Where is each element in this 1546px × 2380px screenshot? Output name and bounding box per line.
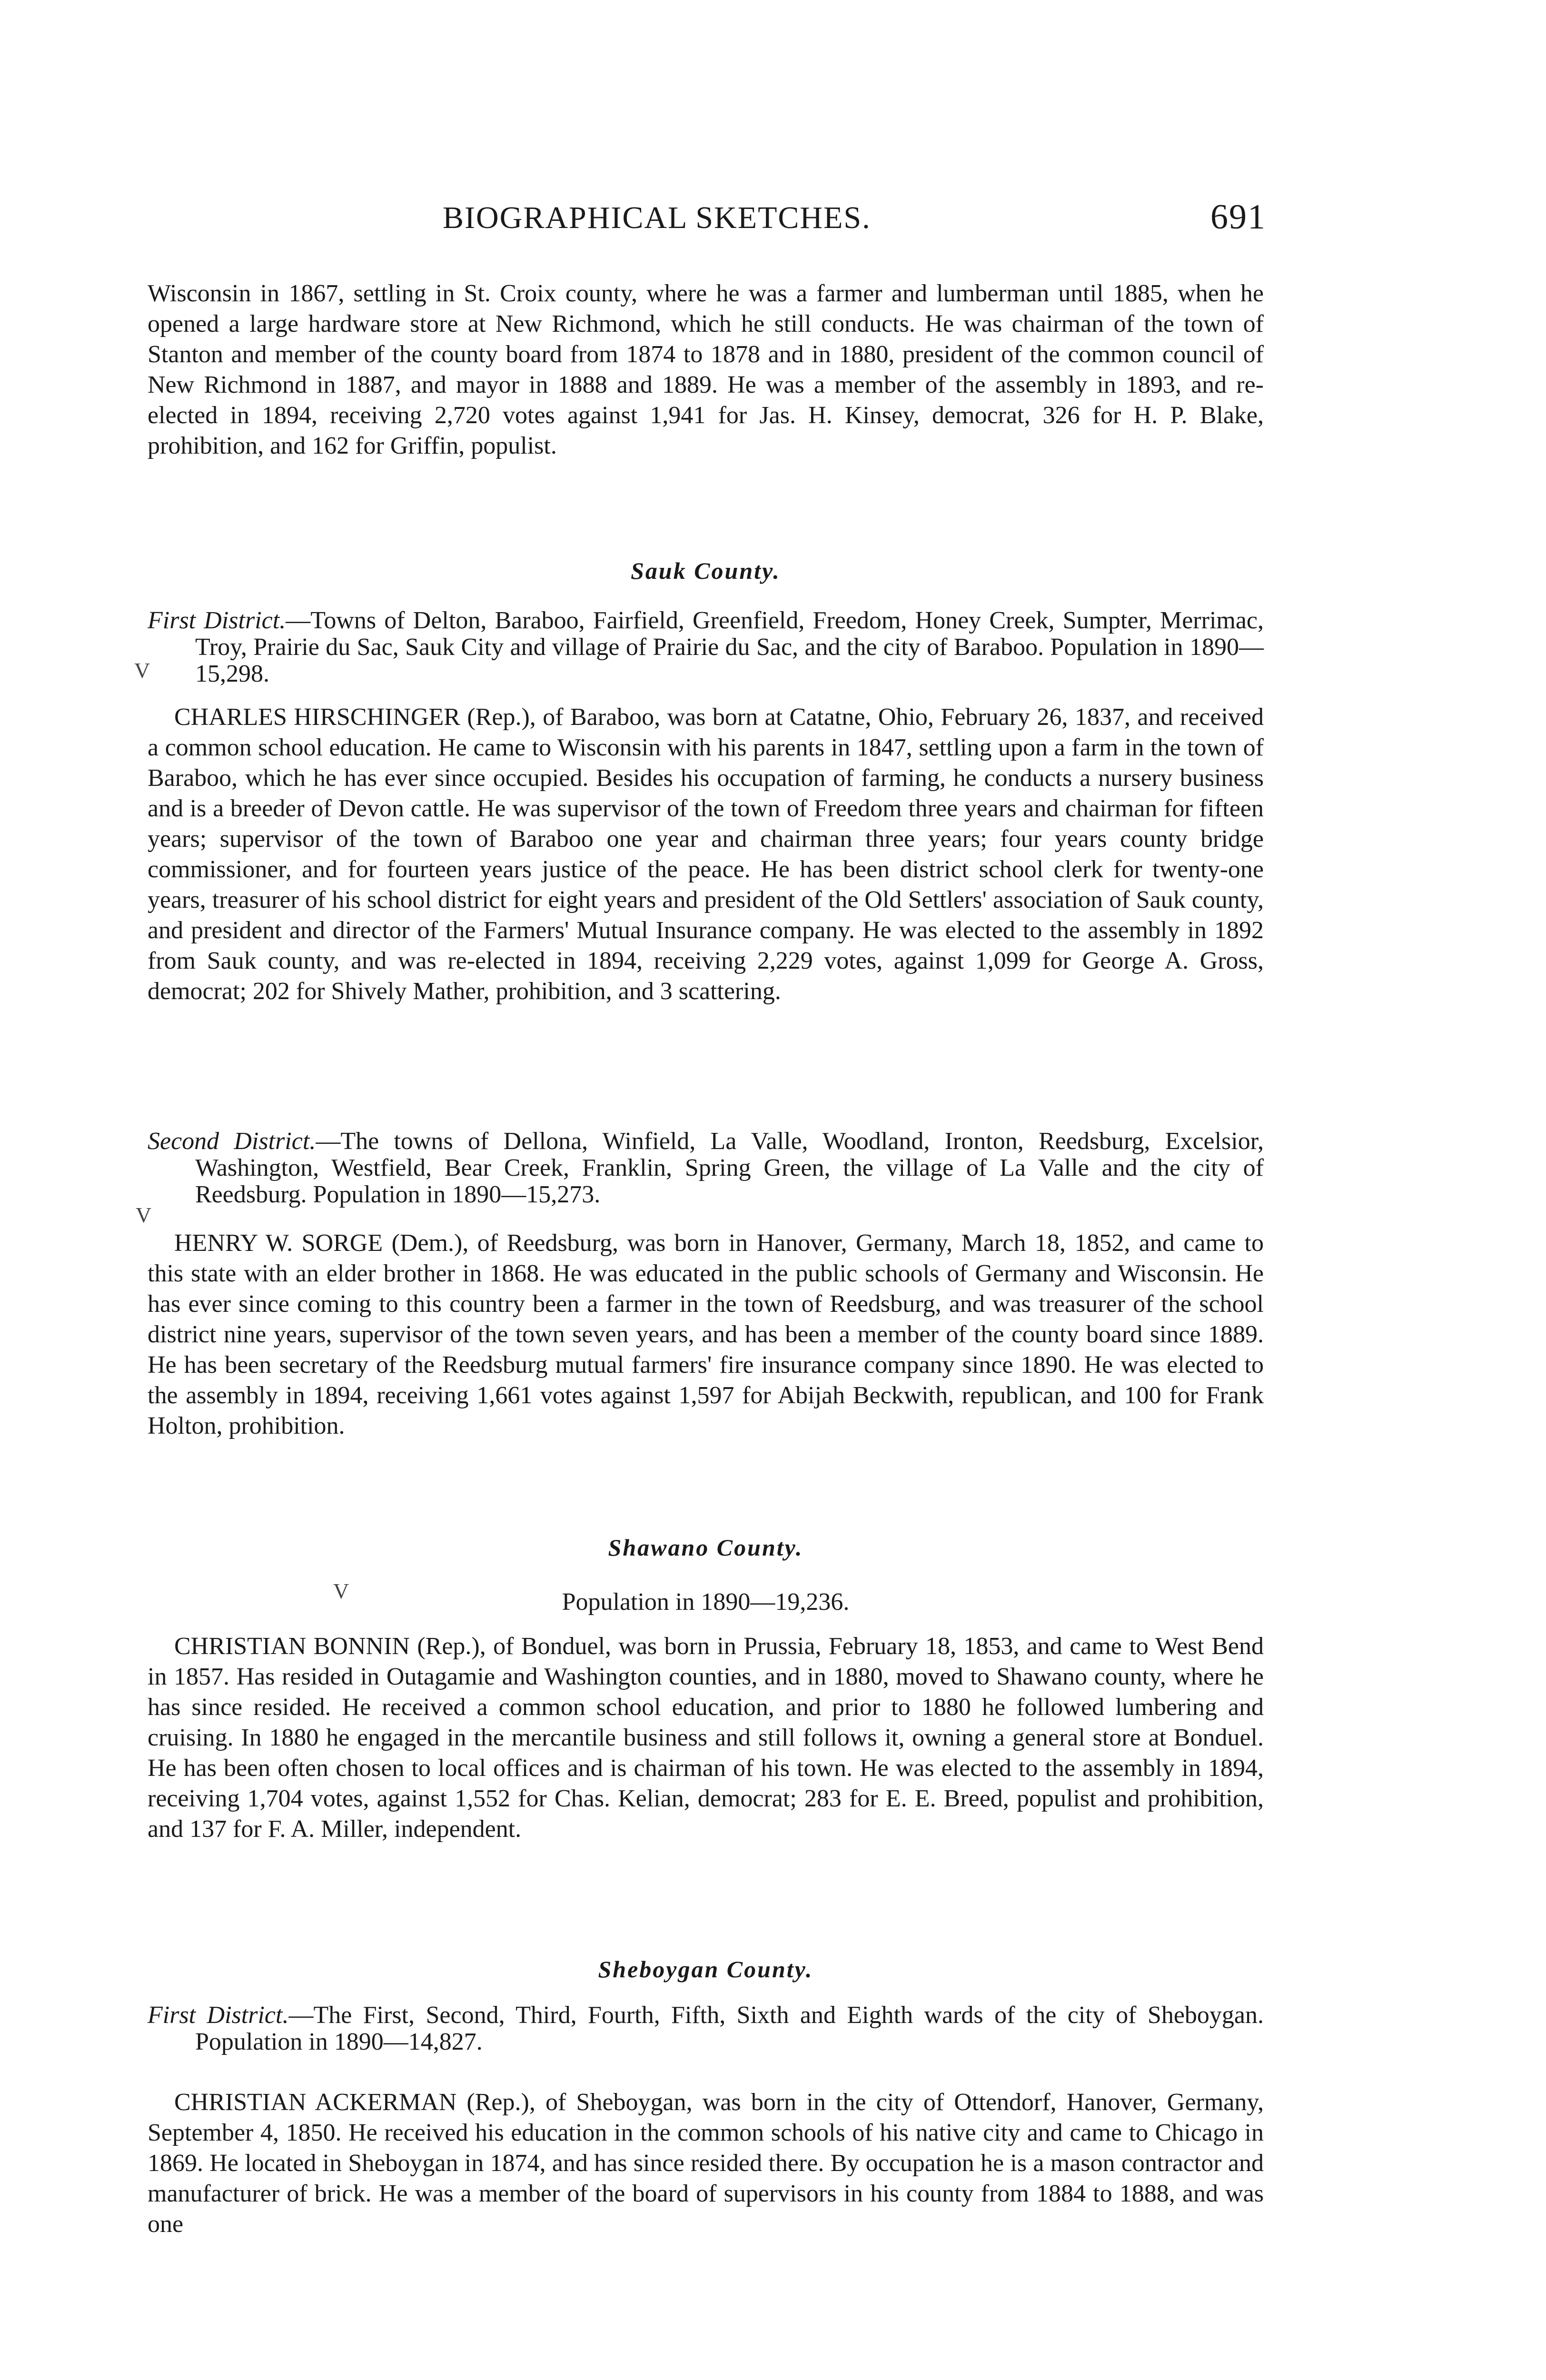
district-label: First District. (148, 607, 286, 634)
intro-text: Wisconsin in 1867, settling in St. Croix county, where he was a farmer and lumberman until 1885, when he opened a large hardware store at New Richmond, which he still conducts. He was chairman of the town of Stanton and member of the county board from 1874 to 1878 and in 1880, president of the common council of New Richmond in 1887, and mayor in 1888 and 1889. He was a member of the assembly in 1893, and re-elected in 1894, receiving 2,720 votes against 1,941 for Jas. H. Kinsey, democrat, 326 for H. P. Blake, prohibition, and 162 for Griffin, populist. (148, 280, 1264, 459)
shawano-population: Population in 1890—19,236. (562, 1588, 850, 1616)
sheboygan-first-district (148, 2002, 1264, 2055)
sauk-second-district (148, 1128, 1264, 1208)
district-description: —The First, Second, Third, Fourth, Fifth, Sixth and Eighth wards of the city of Sheboygan. Population in 1890—14,827. (195, 2002, 1264, 2055)
running-title: BIOGRAPHICAL SKETCHES. (443, 200, 871, 235)
margin-check-mark: V (134, 658, 150, 683)
sauk-county-heading: Sauk County. (631, 557, 781, 584)
running-header (148, 200, 1266, 243)
district-label: First District. (148, 2002, 289, 2029)
district-description: —Towns of Delton, Baraboo, Fairfield, Greenfield, Freedom, Honey Creek, Sumpter, Merrimac, Troy, Prairie du Sac, Sauk City and village of Prairie du Sac, and the city of Baraboo. Population in 1890—15,298. (195, 607, 1264, 687)
ackerman-text: CHRISTIAN ACKERMAN (Rep.), of Sheboygan, was born in the city of Ottendorf, Hanover, Germany, September 4, 1850. He received his education in the common schools of his native city and came to Chicago in 1869. He located in Sheboygan in 1874, and has since resided there. By occupation he is a mason contractor and manufacturer of brick. He was a member of the board of supervisors in his county from 1884 to 1888, and was one (148, 2089, 1264, 2238)
hirschinger-text: CHARLES HIRSCHINGER (Rep.), of Baraboo, was born at Catatne, Ohio, February 26, 1837, and received a common school education. He came to Wisconsin with his parents in 1847, settling upon a farm in the town of Baraboo, which he has ever since occupied. Besides his occupation of farming, he conducts a nursery business and is a breeder of Devon cattle. He was supervisor of the town of Freedom three years and chairman for fifteen years; supervisor of the town of Baraboo one year and chairman three years; four years county bridge commissioner, and for fourteen years justice of the peace. He has been district school clerk for twenty-one years, treasurer of his school district for eight years and president of the Old Settlers' association of Sauk county, and president and director of the Farmers' Mutual Insurance company. He was elected to the assembly in 1892 from Sauk county, and was re-elected in 1894, receiving 2,229 votes, against 1,099 for George A. Gross, democrat; 202 for Shively Mather, prohibition, and 3 scattering. (148, 704, 1264, 1005)
margin-check-mark: V (333, 1579, 349, 1603)
intro-paragraph (148, 278, 1264, 461)
ackerman-sketch (148, 2087, 1264, 2240)
page-number: 691 (1210, 198, 1266, 237)
bonnin-sketch (148, 1631, 1264, 1844)
district-description: —The towns of Dellona, Winfield, La Valle, Woodland, Ironton, Reedsburg, Excelsior, Washington, Westfield, Bear Creek, Franklin, Spring Green, the village of La Valle and the city of Reedsburg. Population in 1890—15,273. (195, 1128, 1264, 1208)
sorge-sketch (148, 1228, 1264, 1441)
sorge-text: HENRY W. SORGE (Dem.), of Reedsburg, was born in Hanover, Germany, March 18, 1852, and came to this state with an elder brother in 1868. He was educated in the public schools of Germany and Wisconsin. He has ever since coming to this country been a farmer in the town of Reedsburg, and was treasurer of the school district nine years, supervisor of the town seven years, and has been a member of the county board since 1889. He has been secretary of the Reedsburg mutual farmers' fire insurance company since 1890. He was elected to the assembly in 1894, receiving 1,661 votes against 1,597 for Abijah Beckwith, republican, and 100 for Frank Holton, prohibition. (148, 1230, 1264, 1439)
district-label: Second District. (148, 1128, 316, 1155)
sauk-first-district (148, 607, 1264, 687)
sheboygan-county-heading: Sheboygan County. (598, 1956, 813, 1983)
shawano-county-heading: Shawano County. (608, 1534, 803, 1561)
bonnin-text: CHRISTIAN BONNIN (Rep.), of Bonduel, was born in Prussia, February 18, 1853, and came to West Bend in 1857. Has resided in Outagamie and Washington counties, and in 1880, moved to Shawano county, where he has since resided. He received a common school education, and prior to 1880 he followed lumbering and cruising. In 1880 he engaged in the mercantile business and still follows it, owning a general store at Bonduel. He has been often chosen to local offices and is chairman of his town. He was elected to the assembly in 1894, receiving 1,704 votes, against 1,552 for Chas. Kelian, democrat; 283 for E. E. Breed, populist and prohibition, and 137 for F. A. Miller, independent. (148, 1633, 1264, 1843)
margin-check-mark: V (136, 1203, 152, 1227)
hirschinger-sketch (148, 702, 1264, 1007)
